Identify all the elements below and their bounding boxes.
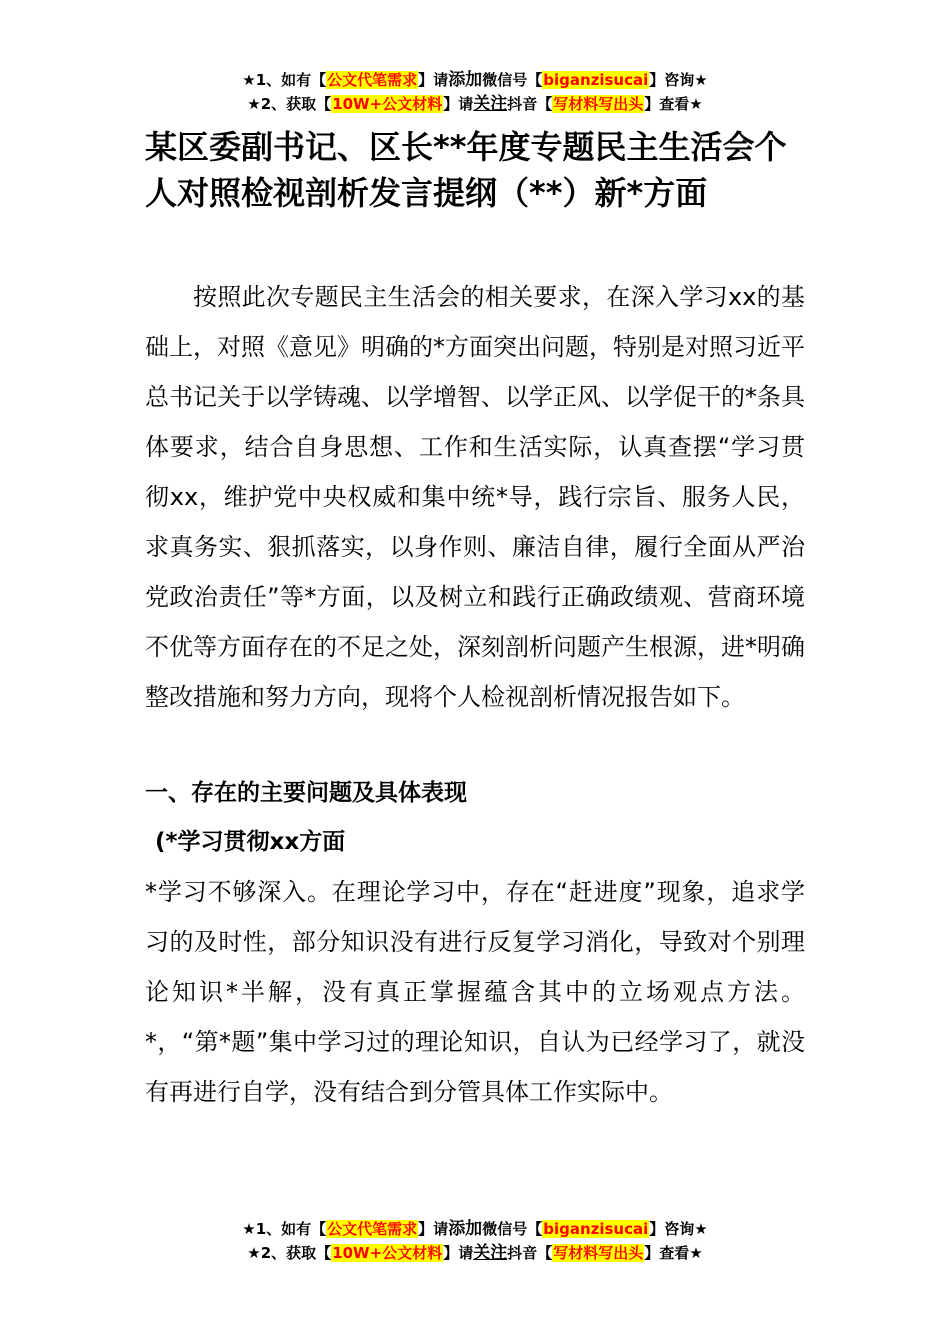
banner-text: 】请 bbox=[443, 95, 474, 113]
footer-banner bbox=[0, 1217, 950, 1265]
body-paragraph: *学习不够深入。在理论学习中，存在“赶进度”现象，追求学习的及时性，部分知识没有进行反复学习消化，导致对个别理论知识*半解，没有真正掌握蕴含其中的立场观点方法。*，“第*题”集中学习过的理论知识，自认为已经学习了，就没有再进行自学，没有结合到分管具体工作实际中。 bbox=[145, 878, 805, 1106]
subsection-heading: (*学习贯彻xx方面 bbox=[155, 829, 346, 855]
section-heading: 一、存在的主要问题及具体表现 bbox=[145, 780, 467, 806]
banner-line-2 bbox=[0, 92, 950, 116]
banner-highlight: 10W+公文材料 bbox=[332, 1244, 443, 1262]
banner-text: 】咨询★ bbox=[649, 1220, 708, 1238]
banner-line-1 bbox=[0, 68, 950, 92]
banner-highlight: 公文代笔需求 bbox=[327, 71, 418, 89]
banner-text: 微信号【 bbox=[482, 1220, 543, 1238]
banner-line-1 bbox=[0, 1217, 950, 1241]
banner-text: 抖音【 bbox=[507, 95, 553, 113]
banner-emphasis: 关注 bbox=[473, 1243, 508, 1263]
banner-text: ★2、获取【 bbox=[247, 1244, 332, 1262]
header-banner bbox=[0, 68, 950, 116]
intro-paragraph: 按照此次专题民主生活会的相关要求，在深入学习xx的基础上，对照《意见》明确的*方面突出问题，特别是对照习近平总书记关于以学铸魂、以学增智、以学正风、以学促干的*条具体要求，结合自身思想、工作和生活实际，认真查摆“学习贯彻xx，维护党中央权威和集中统*导，践行宗旨、服务人民，求真务实、狠抓落实，以身作则、廉洁自律，履行全面从严治党政治责任”等*方面，以及树立和践行正确政绩观、营商环境不优等方面存在的不足之处，深刻剖析问题产生根源，进*明确整改措施和努力方向，现将个人检视剖析情况报告如下。 bbox=[145, 283, 805, 711]
banner-text: 】咨询★ bbox=[649, 71, 708, 89]
banner-text: 】查看★ bbox=[644, 1244, 703, 1262]
banner-highlight: biganzisucai bbox=[543, 71, 649, 89]
banner-highlight: 写材料写出头 bbox=[553, 1244, 644, 1262]
banner-line-2 bbox=[0, 1241, 950, 1265]
banner-text: ★2、获取【 bbox=[247, 95, 332, 113]
banner-text: ★1、如有【 bbox=[242, 1220, 327, 1238]
banner-text: 】请 bbox=[443, 1244, 474, 1262]
banner-text: 】查看★ bbox=[644, 95, 703, 113]
banner-highlight: 公文代笔需求 bbox=[327, 1220, 418, 1238]
banner-text: 】请 bbox=[418, 71, 449, 89]
banner-text: 】请 bbox=[418, 1220, 449, 1238]
banner-highlight: 写材料写出头 bbox=[553, 95, 644, 113]
banner-text: ★1、如有【 bbox=[242, 71, 327, 89]
banner-text: 抖音【 bbox=[507, 1244, 553, 1262]
document-title: 某区委副书记、区长**年度专题民主生活会个人对照检视剖析发言提纲（**）新*方面 bbox=[145, 128, 787, 212]
banner-text: 微信号【 bbox=[482, 71, 543, 89]
banner-emphasis: 添加 bbox=[448, 1219, 483, 1239]
banner-emphasis: 关注 bbox=[473, 94, 508, 114]
banner-highlight: 10W+公文材料 bbox=[332, 95, 443, 113]
banner-emphasis: 添加 bbox=[448, 70, 483, 90]
banner-highlight: biganzisucai bbox=[543, 1220, 649, 1238]
